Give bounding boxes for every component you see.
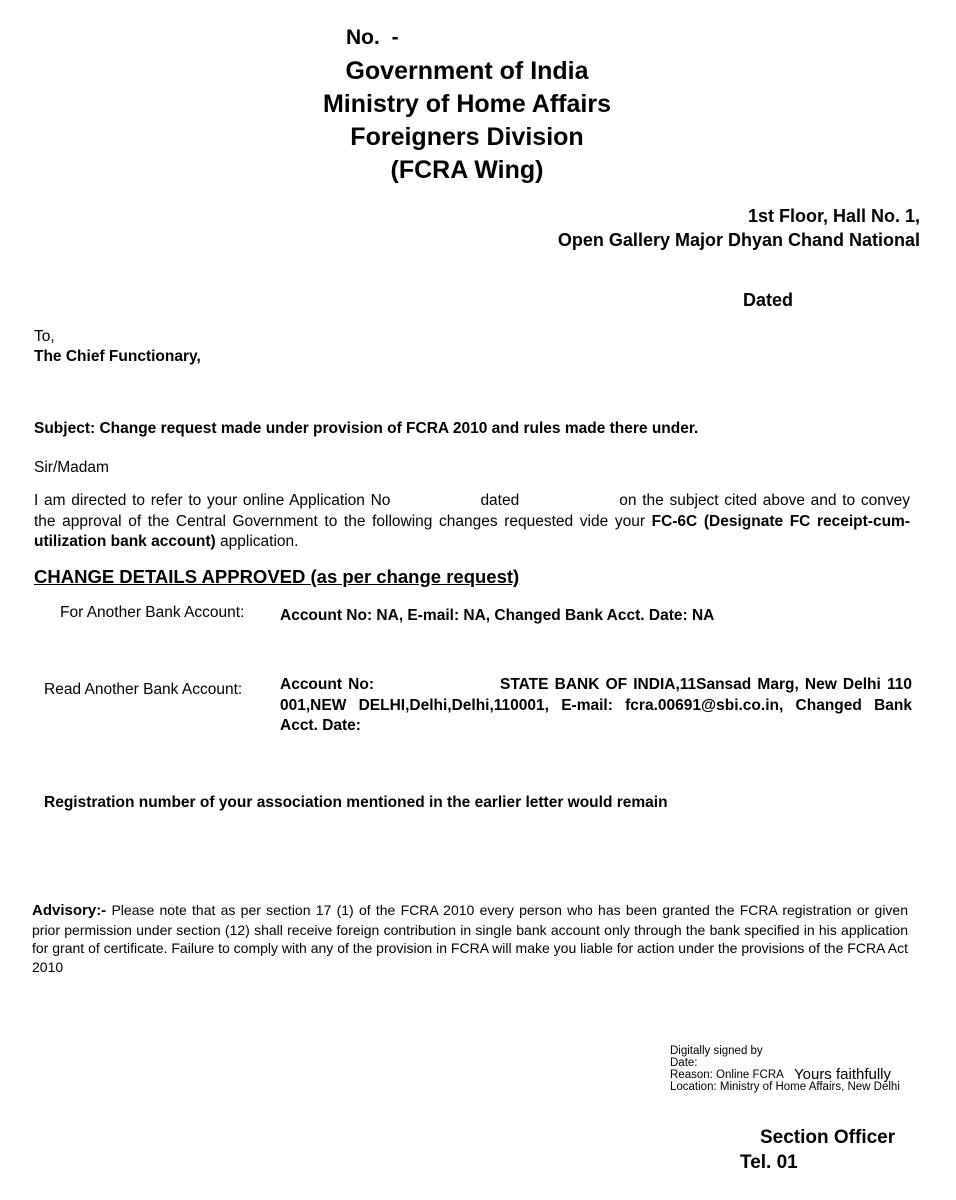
change-label-read: Read Another Bank Account: — [44, 681, 243, 698]
body-part-1: I am directed to refer to your online Application No — [34, 492, 391, 509]
digital-signature-line-2: Date: — [670, 1057, 698, 1069]
change-value-read-rest: STATE BANK OF INDIA,11Sansad Marg, New Delhi 110 001,NEW DELHI,Delhi,Delhi,110001, E-mail: fcra.00691@sbi.co.in, Changed Bank Acct. Date: — [280, 676, 912, 734]
salutation: Sir/Madam — [34, 459, 109, 476]
advisory-paragraph — [32, 901, 908, 976]
change-value-read-prefix: Account No: — [280, 676, 374, 693]
change-details-heading: CHANGE DETAILS APPROVED (as per change request) — [34, 566, 520, 587]
change-value-for: Account No: NA, E-mail: NA, Changed Bank Acct. Date: NA — [280, 607, 715, 624]
advisory-label: Advisory:- — [32, 902, 107, 919]
digital-signature-line-1: Digitally signed by — [670, 1045, 763, 1057]
header-line-2: Ministry of Home Affairs — [322, 90, 611, 118]
letter-number — [346, 26, 399, 50]
dated-label: Dated — [743, 290, 794, 310]
body-part-3: application. — [220, 533, 299, 550]
address-line-1: 1st Floor, Hall No. 1, — [747, 206, 920, 226]
digital-signature-line-3 — [670, 1069, 784, 1081]
registration-note: Registration number of your association mentioned in the earlier letter would remain — [44, 794, 668, 811]
digital-signature-line-4: Location: Ministry of Home Affairs, New Delhi — [670, 1081, 900, 1093]
header-line-3: Foreigners Division — [350, 123, 584, 151]
letter-number-label: No. — [346, 26, 380, 49]
redaction-mark: - — [391, 26, 399, 49]
header-line-4: (FCRA Wing) — [390, 156, 544, 184]
signatory-tel: Tel. 01 — [740, 1152, 798, 1173]
body-part-2: on the subject cited above and to convey the approval of the Central Government to the following changes requested vide your — [34, 492, 910, 530]
advisory-text: Please note that as per section 17 (1) of the FCRA 2010 every person who has been granted the FCRA registration or given prior permission under section (12) shall receive foreign contribution in single bank account only through the bank specified in his application for grant of certificate. Failure to comply with any of the provision in FCRA will make you liable for action under the provisions of the FCRA Act 2010 — [32, 902, 909, 975]
signatory-title: Section Officer — [760, 1127, 896, 1148]
recipient-name: The Chief Functionary, — [34, 348, 201, 365]
body-dated-word: dated — [480, 492, 520, 509]
digital-signature-reason-label: Reason: — [670, 1069, 713, 1081]
body-paragraph — [34, 491, 910, 553]
recipient-to: To, — [34, 328, 55, 345]
body-form-name: FC-6C (Designate FC receipt-cum-utilization bank account) — [34, 512, 911, 550]
closing-text: Yours faithfully — [794, 1066, 892, 1083]
address-line-2: Open Gallery Major Dhyan Chand National — [557, 230, 920, 250]
subject-line: Subject: Change request made under provision of FCRA 2010 and rules made there under. — [34, 420, 699, 437]
digital-signature-reason-value: Online FCRA — [716, 1069, 784, 1081]
header-line-1: Government of India — [345, 57, 589, 85]
change-label-for: For Another Bank Account: — [60, 604, 245, 621]
change-value-read — [280, 675, 912, 737]
